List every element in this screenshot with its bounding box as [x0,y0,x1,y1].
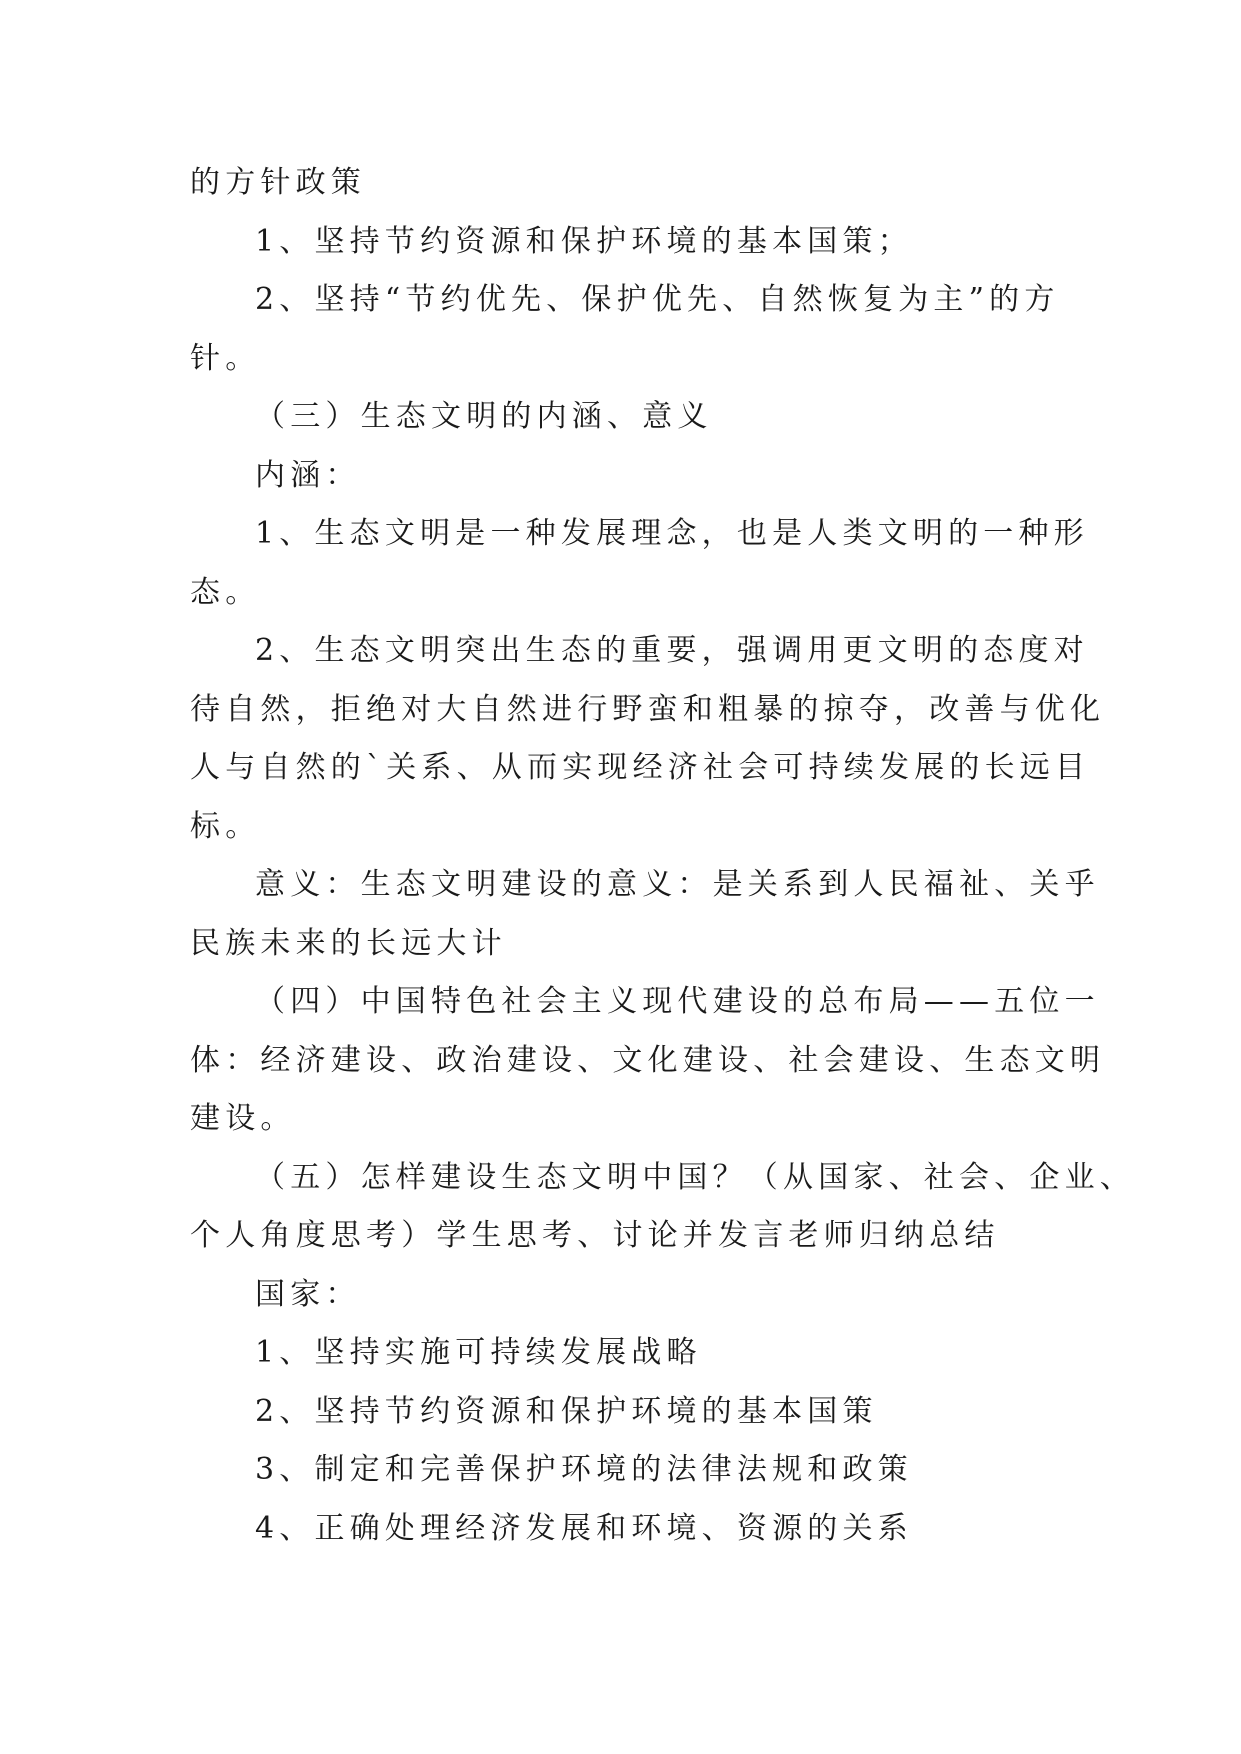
paragraph-line: 国家： [255,1276,361,1312]
section-heading: （四）中国特色社会主义现代建设的总布局——五位一 [255,984,1100,1019]
paragraph-line: 2、生态文明突出生态的重要，强调用更文明的态度对 [255,633,1089,668]
document-body [190,154,1135,1558]
list-item: 2、坚持节约资源和保护环境的基本国策 [255,1393,878,1429]
paragraph-line: 针。 [190,340,261,376]
paragraph-line: 意义：生态文明建设的意义：是关系到人民福祉、关乎 [255,867,1100,902]
paragraph-line: 体：经济建设、政治建设、文化建设、社会建设、生态文明 [190,1042,1106,1078]
list-item: 1、坚持实施可持续发展战略 [255,1335,702,1370]
paragraph-line: 待自然，拒绝对大自然进行野蛮和粗暴的掠夺，改善与优化 [190,691,1106,727]
paragraph-line: 1、生态文明是一种发展理念，也是人类文明的一种形 [255,516,1089,551]
section-heading: （三）生态文明的内涵、意义 [255,399,713,434]
paragraph-line: 1、坚持节约资源和保护环境的基本国策； [255,223,913,259]
paragraph-line: 态。 [190,574,261,610]
paragraph-line: 标。 [190,808,261,844]
paragraph-line: 民族未来的长远大计 [190,925,507,961]
paragraph-line: 个人角度思考）学生思考、讨论并发言老师归纳总结 [190,1218,1000,1253]
list-item: 4、正确处理经济发展和环境、资源的关系 [255,1510,913,1546]
list-item: 3、制定和完善保护环境的法律法规和政策 [255,1452,913,1487]
section-heading: （五）怎样建设生态文明中国？（从国家、社会、企业、 [255,1159,1135,1195]
paragraph-line: 内涵： [255,457,361,493]
paragraph-line: 2、坚持“节约优先、保护优先、自然恢复为主”的方 [255,282,1060,317]
paragraph-line: 建设。 [190,1101,296,1136]
paragraph-line: 人与自然的`关系、从而实现经济社会可持续发展的长远目 [190,750,1091,785]
paragraph-line: 的方针政策 [190,165,366,200]
